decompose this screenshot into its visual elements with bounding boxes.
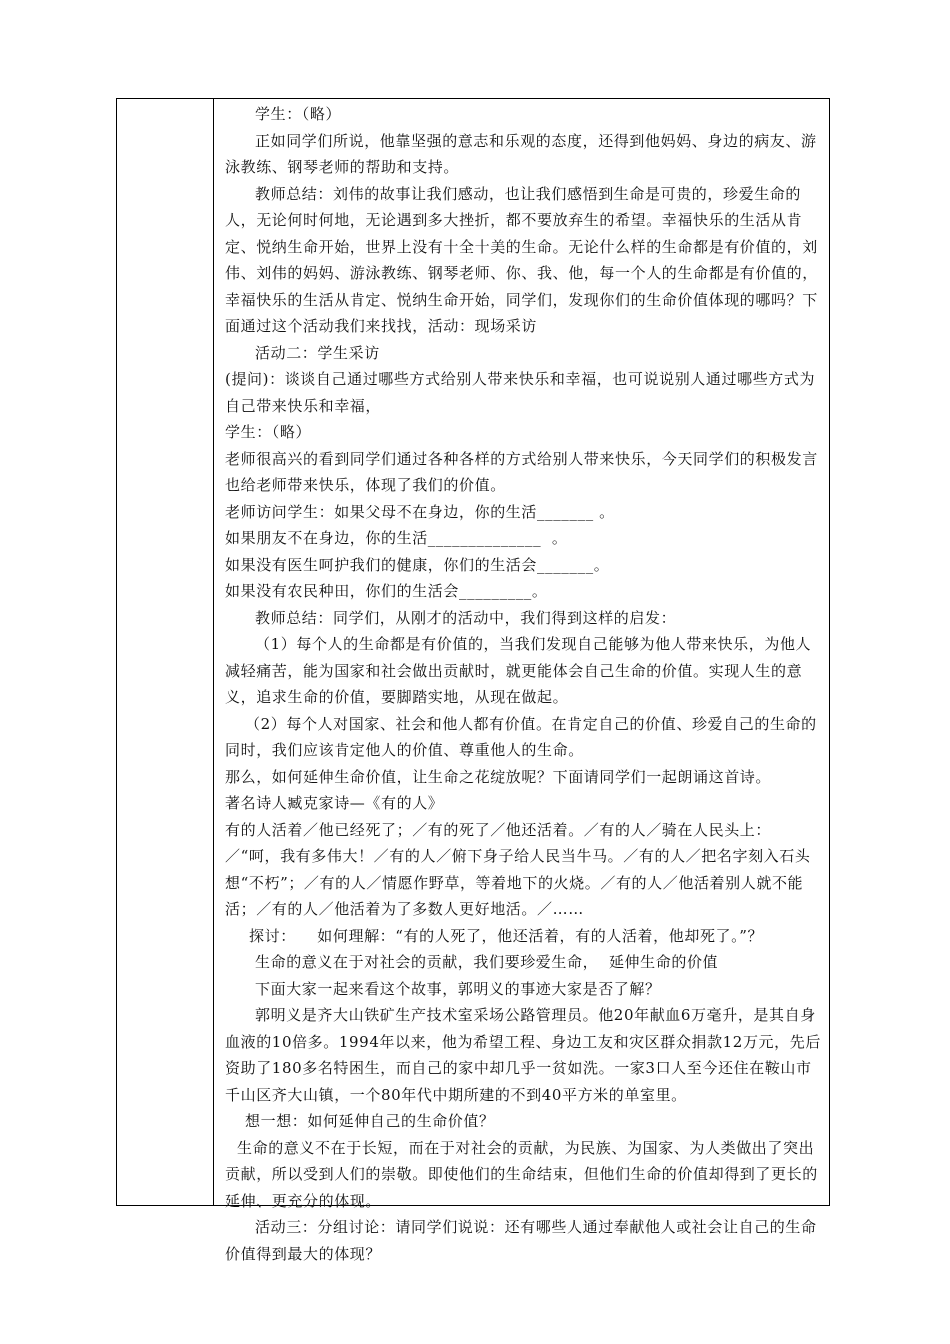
paragraph: 探讨： 如何理解：“有的人死了，他还活着，有的人活着，他却死了。”？ — [249, 926, 764, 945]
paragraph: 活动二：学生采访 — [255, 343, 380, 362]
paragraph: 生命的意义在于对社会的贡献，我们要珍爱生命， 延伸生命的价值 — [255, 953, 719, 971]
paragraph: 老师很高兴的看到同学们通过各种各样的方式给别人带来快乐，今天同学们的积极发言也给老师带来快乐，体现了我们的价值。 — [225, 449, 818, 494]
paragraph: 教师总结：同学们，从刚才的活动中，我们得到这样的启发： — [255, 608, 677, 627]
paragraph: 郭明义是齐大山铁矿生产技术室采场公路管理员。他20年献血6万毫升，是其自身血液的10倍多。1994年以来，他为希望工程、身边工友和灾区群众捐款12万元，先后资助了180多名特困生，而自己的家中却几乎一贫如洗。一家3口人至今还住在鞍山市千山区齐大山镇，一个80年代中期所建的不到40平方米的单室里。 — [225, 1006, 821, 1104]
lesson-content-cell — [225, 101, 823, 1267]
paragraph: （1）每个人的生命都是有价值的，当我们发现自己能够为他人带来快乐，为他人减轻痛苦，能为国家和社会做出贡献时，就更能体会自己生命的价值。实现人生的意义，追求生命的价值，要脚踏实地，从现在做起。 — [225, 635, 812, 706]
paragraph: 如果没有医生呵护我们的健康，你们的生活会_______。 — [225, 555, 610, 574]
paragraph: 学生：（略） — [225, 423, 312, 441]
paragraph: 如果朋友不在身边，你的生活______________ 。 — [225, 529, 568, 547]
paragraph: (提问)：谈谈自己通过哪些方式给别人带来快乐和幸福，也可说说别人通过哪些方式为自己带来快乐和幸福， — [225, 370, 816, 415]
paragraph: 正如同学们所说，他靠坚强的意志和乐观的态度，还得到他妈妈、身边的病友、游泳教练、钢琴老师的帮助和支持。 — [225, 131, 817, 176]
paragraph: 如果没有农民种田，你们的生活会_________。 — [225, 582, 548, 600]
paragraph: 活动三：分组讨论：请同学们说说：还有哪些人通过奉献他人或社会让自己的生命价值得到最大的体现？ — [225, 1218, 817, 1263]
paragraph: 想一想：如何延伸自己的生命价值？ — [245, 1112, 495, 1130]
paragraph: （2）每个人对国家、社会和他人都有价值。在肯定自己的价值、珍爱自己的生命的同时，我们应该肯定他人的价值、尊重他人的生命。 — [225, 714, 817, 759]
poem-title: 著名诗人臧克家诗—《有的人》 — [225, 794, 444, 812]
paragraph: 教师总结：刘伟的故事让我们感动，也让我们感悟到生命是可贵的，珍爱生命的人，无论何时何地，无论遇到多大挫折，都不要放弃生的希望。幸福快乐的生活从肯定、悦纳生命开始，世界上没有十全十美的生命。无论什么样的生命都是有价值的，刘伟、刘伟的妈妈、游泳教练、钢琴老师、你、我、他，每一个人的生命都是有价值的，幸福快乐的生活从肯定、悦纳生命开始，同学们，发现你们的生命价值体现的哪吗？下面通过这个活动我们来找找，活动：现场采访 — [225, 184, 818, 335]
lesson-table — [116, 98, 830, 1263]
paragraph: 生命的意义不在于长短，而在于对社会的贡献，为民族、为国家、为人类做出了突出贡献，所以受到人们的崇敬。即使他们的生命结束，但他们生命的价值却得到了更长的延伸、更充分的体现。 — [225, 1138, 818, 1210]
paragraph: 老师访问学生：如果父母不在身边，你的生活_______ 。 — [225, 502, 615, 521]
paragraph: 下面大家一起来看这个故事，郭明义的事迹大家是否了解？ — [255, 979, 661, 998]
paragraph: 那么，如何延伸生命价值，让生命之花绽放呢？下面请同学们一起朗诵这首诗。 — [225, 767, 772, 786]
paragraph: 学生：（略） — [255, 105, 342, 123]
poem-text: 有的人活着／他已经死了；／有的死了／他还活着。／有的人／骑在人民头上：／“呵，我有多伟大！／有的人／俯下身子给人民当牛马。／有的人／把名字刻入石头想“不朽”；／有的人／情愿作野草，等着地下的火烧。／有的人／他活着别人就不能活；／有的人／他活着为了多数人更好地活。／…… — [225, 820, 811, 918]
column-divider — [213, 99, 214, 1205]
